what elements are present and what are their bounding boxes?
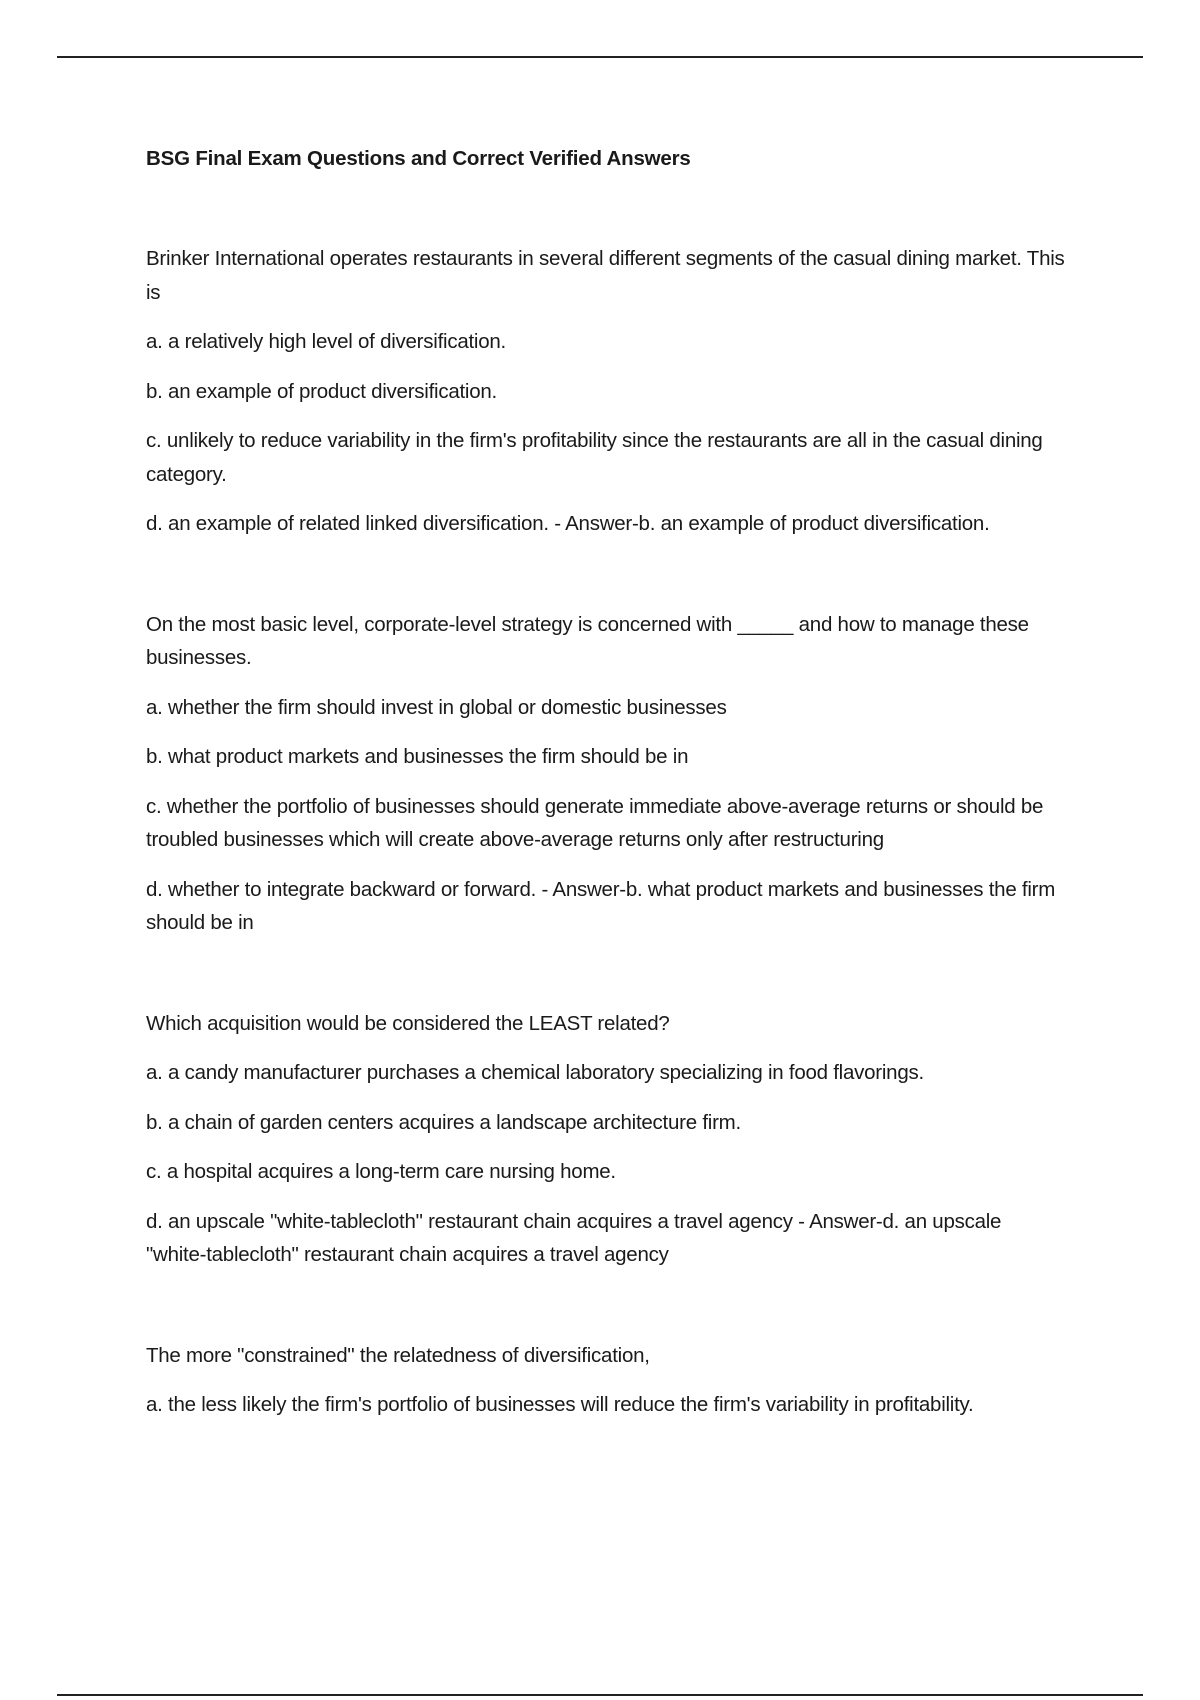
- answer-option-c: c. whether the portfolio of businesses should generate immediate above-average returns or should be troubled businesses which will create above-average returns only after restructuring: [146, 794, 1044, 851]
- answer-option-d: d. an example of related linked diversification. - Answer-b. an example of product diversification.: [146, 512, 990, 535]
- document-title: BSG Final Exam Questions and Correct Verified Answers: [146, 147, 691, 170]
- question-4: [146, 1339, 1066, 1422]
- question-stem: The more "constrained" the relatedness of diversification,: [146, 1343, 650, 1367]
- answer-option-a: a. a relatively high level of diversification.: [146, 330, 506, 353]
- footer-rule: [57, 1694, 1143, 1696]
- answer-option-b: b. a chain of garden centers acquires a landscape architecture firm.: [146, 1110, 741, 1134]
- answer-option-c: c. a hospital acquires a long-term care nursing home.: [146, 1160, 616, 1183]
- question-2: [146, 608, 1066, 940]
- answer-option-d: d. an upscale "white-tablecloth" restaurant chain acquires a travel agency - Answer-d. an upscale "white-tablecloth" restaurant chain acquires a travel agency: [146, 1209, 1002, 1266]
- header-rule: [57, 56, 1143, 58]
- question-1: [146, 242, 1066, 541]
- answer-option-b: b. an example of product diversification.: [146, 379, 497, 403]
- answer-option-b: b. what product markets and businesses the firm should be in: [146, 745, 689, 768]
- answer-option-d: d. whether to integrate backward or forward. - Answer-b. what product markets and businesses the firm should be in: [146, 877, 1056, 934]
- question-stem: Brinker International operates restaurants in several different segments of the casual dining market. This is: [146, 247, 1065, 304]
- answer-option-a: a. whether the firm should invest in global or domestic businesses: [146, 695, 727, 719]
- document-body: [146, 143, 1066, 1489]
- question-3: [146, 1007, 1066, 1272]
- answer-option-a: a. a candy manufacturer purchases a chemical laboratory specializing in food flavorings.: [146, 1061, 924, 1084]
- question-stem: On the most basic level, corporate-level strategy is concerned with _____ and how to manage these businesses.: [146, 612, 1029, 669]
- question-stem: Which acquisition would be considered the LEAST related?: [146, 1011, 670, 1035]
- answer-option-c: c. unlikely to reduce variability in the firm's profitability since the restaurants are all in the casual dining category.: [146, 429, 1043, 486]
- answer-option-a: a. the less likely the firm's portfolio of businesses will reduce the firm's variability in profitability.: [146, 1393, 974, 1416]
